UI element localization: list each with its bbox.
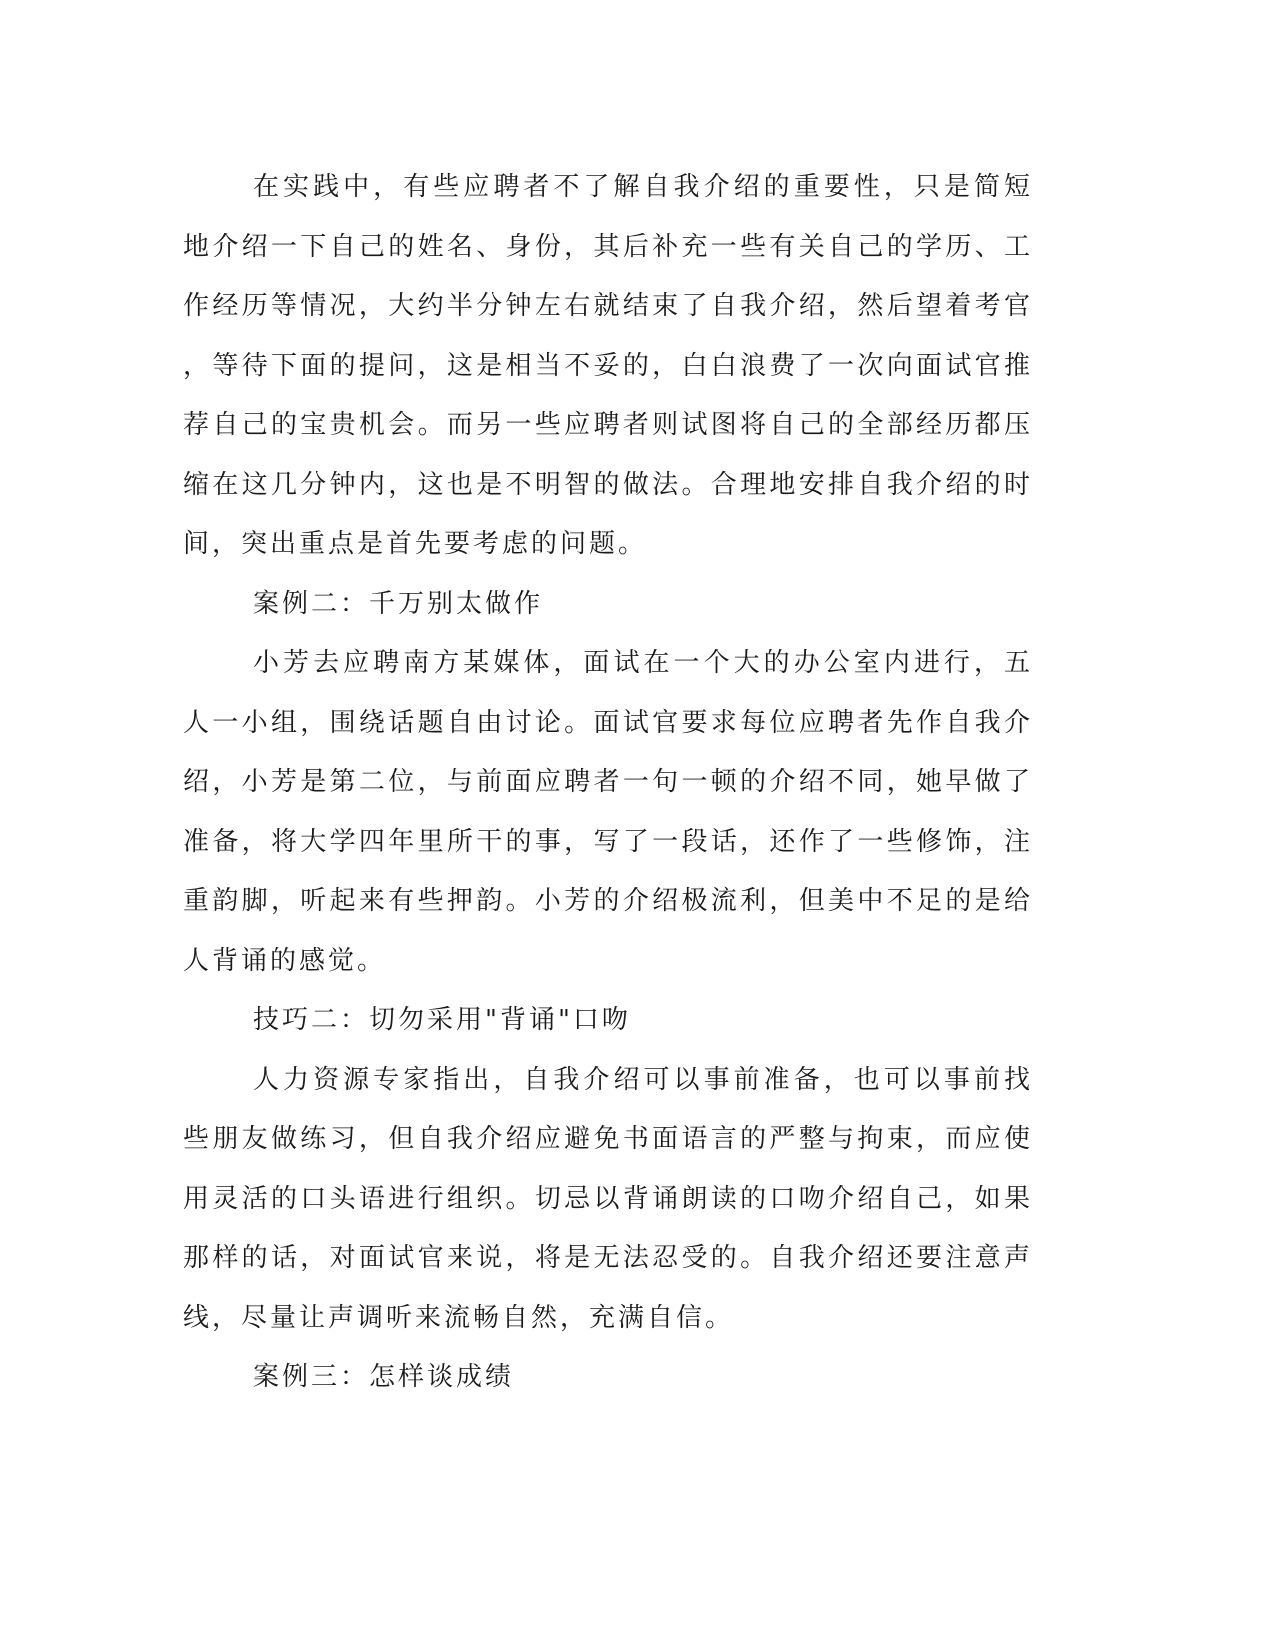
heading-tip-two: 技巧二：切勿采用"背诵"口吻 xyxy=(253,1005,631,1035)
heading-case-three: 案例三：怎样谈成绩 xyxy=(253,1362,515,1392)
paragraph-tip-two-advice: 人力资源专家指出，自我介绍可以事前准备，也可以事前找些朋友做练习，但自我介绍应避免书面语言的严整与拘束，而应使用灵活的口头语进行组织。切忌以背诵朗读的口吻介绍自己，如果那样的话，对面试官来说，将是无法忍受的。自我介绍还要注意声线，尽量让声调听来流畅自然，充满自信。 xyxy=(183,1064,1033,1333)
paragraph-case-two-story: 小芳去应聘南方某媒体，面试在一个大的办公室内进行，五人一小组，围绕话题自由讨论。面试官要求每位应聘者先作自我介绍，小芳是第二位，与前面应聘者一句一顿的介绍不同，她早做了准备，将大学四年里所干的事，写了一段话，还作了一些修饰，注重韵脚，听起来有些押韵。小芳的介绍极流利，但美中不足的是给人背诵的感觉。 xyxy=(183,648,1033,976)
document-body xyxy=(183,158,1033,1408)
paragraph-self-intro-importance: 在实践中，有些应聘者不了解自我介绍的重要性，只是简短地介绍一下自己的姓名、身份，其后补充一些有关自己的学历、工作经历等情况，大约半分钟左右就结束了自我介绍，然后望着考官，等待下面的提问，这是相当不妥的，白白浪费了一次向面试官推荐自己的宝贵机会。而另一些应聘者则试图将自己的全部经历都压缩在这几分钟内，这也是不明智的做法。合理地安排自我介绍的时间，突出重点是首先要考虑的问题。 xyxy=(183,172,1033,559)
heading-case-two: 案例二：千万别太做作 xyxy=(253,588,544,619)
